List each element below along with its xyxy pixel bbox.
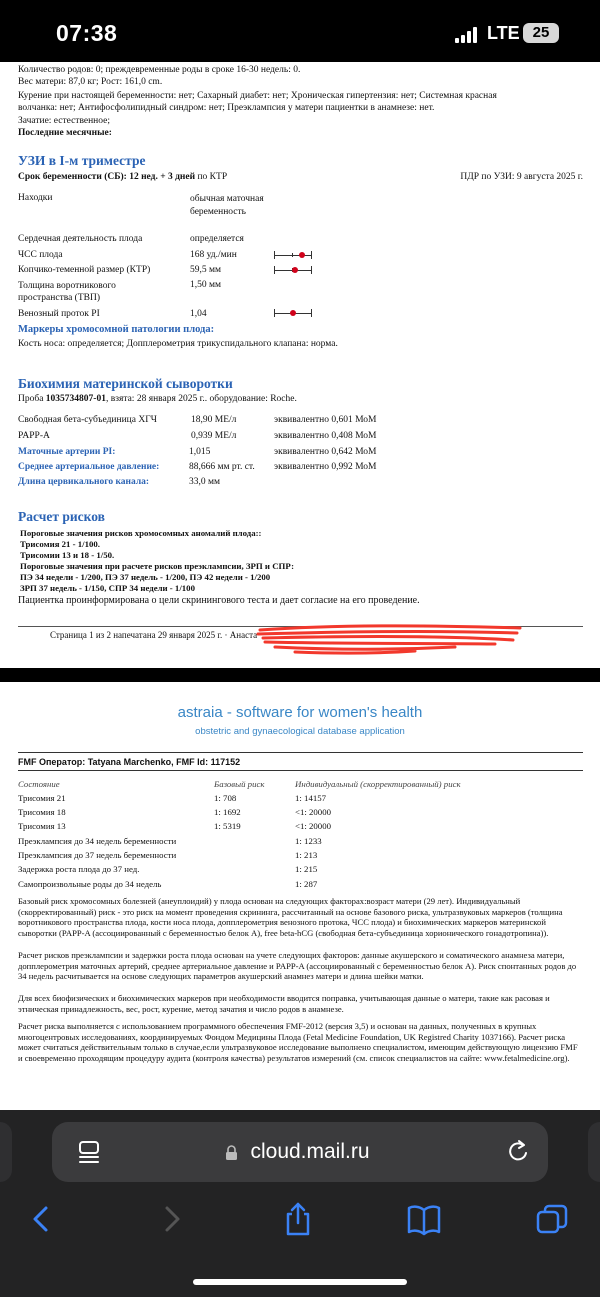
reload-icon[interactable] [507, 1139, 531, 1165]
risk-thresholds-3: Трисомии 13 и 18 - 1/50. [20, 550, 115, 560]
risk-table-row: Трисомия 21 1: 708 1: 14157 [18, 793, 327, 803]
risk-table-row: Преэклампсия до 37 недель беременности 1: 213 [18, 850, 318, 860]
status-bar [0, 0, 600, 62]
battery-icon: 25 [523, 23, 559, 43]
conception-line: Зачатие: естественное; [18, 116, 110, 126]
astraia-subtitle: obstetric and gynaecological database application [195, 726, 405, 737]
share-icon[interactable] [280, 1202, 316, 1236]
uzi-row-nt: Толщина воротникового пространства (ТВП) 1,50 мм [18, 280, 222, 303]
report-page-1 [0, 62, 600, 668]
risk-table-row: Задержка роста плода до 37 нед. 1: 215 [18, 864, 318, 874]
header-divider [18, 752, 583, 753]
ductus-range-scale [274, 309, 312, 317]
markers-title: Маркеры хромосомной патологии плода: [18, 324, 215, 335]
cellular-signal-icon [455, 27, 479, 43]
browser-toolbar [0, 1110, 600, 1297]
fmf-operator: FMF Оператор: Tatyana Marchenko, FMF Id: 117152 [18, 757, 241, 767]
uzi-row-findings: Находки обычная маточная беременность [18, 193, 264, 217]
biochem-row-pappa: PAPP-A 0,939 МЕ/л эквивалентно 0,408 МоМ [18, 431, 377, 441]
section-title-risk: Расчет рисков [18, 509, 105, 524]
bookmarks-icon[interactable] [406, 1202, 442, 1236]
page-gap [0, 668, 600, 682]
risk-table-header: Состояние Базовый риск Индивидуальный (скорректированный) риск [18, 779, 461, 789]
explanation-paragraph-2: Расчет рисков преэклампсии и задержки роста плода основан на учете следующих факторов: данные акушерского и соматического анамнеза матери, допплерометрия маточных артерий, среднее артериальное давление и PAPP-A (ассоциированный с беременностью белок А). Риск спонтанных родов до 34 недель расчитывается на основе следующих параметров акушерский анамнез матери и длина шейки матки. [18, 950, 577, 982]
explanation-paragraph-1: Базовый риск хромосомных болезней (анеуплоидий) у плода основан на следующих факторах:возраст матери (29 лет). Индивидуальный (скорректированный) риск - это риск на момент проведения скрининга, рассчитанный на основе базового риска, ультразвуковых маркеров (толщина воротникового пространства плода, кости носа плода, допплерометрия венозного протока, ЧСС плода) и биохимических маркеров материнской сыворотки (PAPP-A (ассоциированный с беременностью белок А), free beta-hCG (свободная бета-субъединица хорионического гонадотропина)). [18, 896, 563, 938]
uzi-row-ductus: Венозный проток PI 1,04 [18, 309, 207, 319]
gestation-term: Срок беременности (СБ): 12 нед. + 3 дней по КТР [18, 172, 228, 182]
due-date: ПДР по УЗИ: 9 августа 2025 г. [460, 172, 583, 182]
history-line-1: Курение при настоящей беременности: нет; Сахарный диабет: нет; Хроническая гипертензия: нет; Системная красная [18, 91, 497, 101]
biochem-row-cervix: Длина цервикального канала: 33,0 мм [18, 477, 221, 487]
risk-thresholds-4: Пороговые значения при расчете рисков преэклампсии, ЗРП и СПР: [20, 561, 295, 571]
crl-range-scale [274, 266, 312, 274]
clock: 07:38 [56, 20, 118, 46]
address-bar[interactable] [52, 1122, 548, 1182]
astraia-brand: astraia - software for women's health [177, 704, 423, 721]
risk-thresholds-2: Трисомия 21 - 1/100. [20, 539, 101, 549]
risk-table-row: Трисомия 13 1: 5319 <1: 20000 [18, 821, 331, 831]
uzi-row-fhr: ЧСС плода 168 уд./мин [18, 250, 237, 260]
url-text[interactable]: cloud.mail.ru [250, 1140, 370, 1163]
parity-line: Количество родов: 0; преждевременные роды в сроке 16-30 недель: 0. [18, 65, 301, 75]
biochem-row-hcg: Свободная бета-субъединица ХГЧ 18,90 МЕ/л эквивалентно 0,601 МоМ [18, 415, 377, 425]
risk-thresholds-5: ПЭ 34 недели - 1/200, ПЭ 37 недель - 1/200, ПЭ 42 недели - 1/200 [20, 572, 271, 582]
section-title-biochem: Биохимия материнской сыворотки [18, 376, 233, 391]
tabs-icon[interactable] [534, 1202, 570, 1236]
previous-tab-peek[interactable] [0, 1122, 12, 1182]
weight-height-line: Вес матери: 87,0 кг; Рост: 161,0 cm. [18, 77, 163, 87]
back-icon[interactable] [24, 1202, 60, 1236]
forward-icon[interactable] [153, 1202, 189, 1236]
risk-table-row: Преэклампсия до 34 недель беременности 1: 1233 [18, 836, 322, 846]
risk-thresholds-1: Пороговые значения рисков хромосомных аномалий плода:: [20, 528, 262, 538]
uzi-row-heart: Сердечная деятельность плода определяется [18, 234, 244, 244]
last-period-label: Последние месячные: [18, 128, 112, 138]
risk-table-row: Трисомия 18 1: 1692 <1: 20000 [18, 807, 331, 817]
operator-divider [18, 770, 583, 771]
biochem-row-map: Среднее артериальное давление: 88,666 мм рт. ст. эквивалентно 0,992 МоМ [18, 462, 377, 472]
risk-thresholds-6: ЗРП 37 недель - 1/150, СПР 34 недели - 1/100 [20, 583, 195, 593]
markers-text: Кость носа: определяется; Допплерометрия трикуспидального клапана: норма. [18, 339, 338, 349]
section-title-uzi: УЗИ в I-м триместре [18, 153, 146, 168]
network-type: LTE [487, 23, 520, 43]
explanation-paragraph-3: Для всех биофизических и биохимических маркеров при необходимости вводится поправка, учитывающая данные о матери, такие как расовая и этническая принадлежность, вес, рост, курение, метод зачатия и число родов в анамнезе. [18, 993, 550, 1014]
page-footer: Страница 1 из 2 напечатана 29 января 2025 г. · Анаста [50, 630, 258, 640]
fhr-range-scale [274, 251, 312, 259]
history-line-2: волчанка: нет; Антифосфолипидный синдром: нет; Преэклампсия у матери пациентки в анамнезе: нет. [18, 103, 435, 113]
risk-table-row: Самопроизвольные роды до 34 недель 1: 287 [18, 879, 318, 889]
home-indicator[interactable] [193, 1279, 407, 1285]
redaction-scribble [255, 620, 525, 660]
informed-consent: Пациентка проинформирована о цели скринингового теста и дает согласие на его проведение. [18, 595, 420, 606]
next-tab-peek[interactable] [588, 1122, 600, 1182]
report-page-2 [0, 682, 600, 1130]
sample-info: Проба 1035734807-01, взята: 28 января 2025 г.. оборудование: Roche. [18, 394, 297, 404]
biochem-row-utapi: Маточные артерии PI: 1,015 эквивалентно 0,642 МоМ [18, 447, 377, 457]
explanation-paragraph-4: Расчет риска выполняется с использованием программного обеспечения FMF-2012 (версия 3,5) и основан на данных, полученных в крупных многоцентровых исследованиях, координируемых Фондом Медицины Плода (Fetal Medicine Foundation, UK Registred Charity 1037166). Расчет риска может считаться действительным только в случае,если ультразвуковое исследование выполнено специалистом, имеющим действующую лицензию FMF и своевременно проходящим процедуру аудита (контроля качества) результатов измерений (см. список специалистов на сайте: www.fetalmedicine.org). [18, 1021, 578, 1063]
uzi-row-crl: Копчико-теменной размер (КТР) 59,5 мм [18, 265, 222, 275]
